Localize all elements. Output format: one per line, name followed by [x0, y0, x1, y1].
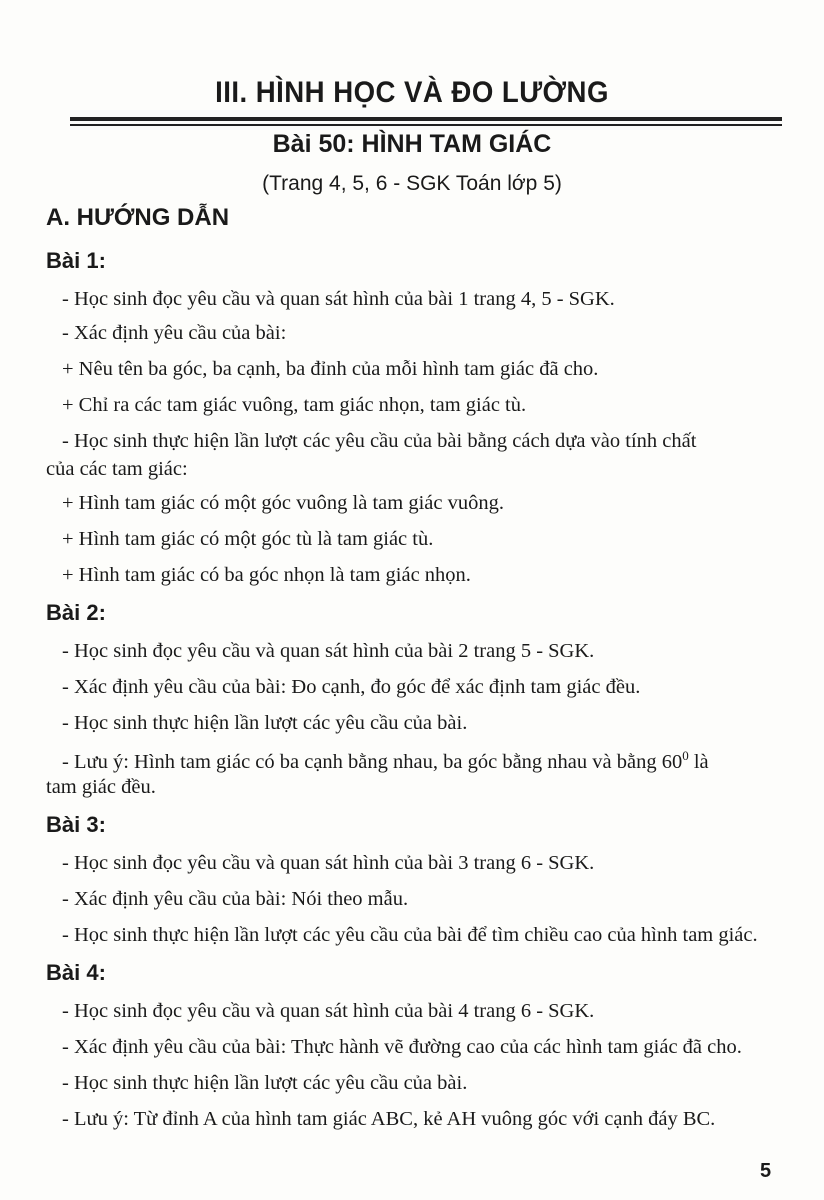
title-rule-thick — [70, 117, 782, 121]
exercise-4-line: - Học sinh đọc yêu cầu và quan sát hình của bài 4 trang 6 - SGK. — [62, 1000, 595, 1022]
degree-superscript: 0 — [682, 748, 689, 763]
exercise-2-heading: Bài 2: — [46, 600, 106, 625]
title-rule-thin — [70, 124, 782, 126]
exercise-2-line: - Học sinh đọc yêu cầu và quan sát hình của bài 2 trang 5 - SGK. — [62, 640, 595, 662]
section-title: III. HÌNH HỌC VÀ ĐO LƯỜNG — [215, 76, 609, 109]
exercise-4-line: - Học sinh thực hiện lần lượt các yêu cầu của bài. — [62, 1072, 468, 1094]
exercise-1-line: của các tam giác: — [46, 458, 188, 480]
exercise-1-line: + Nêu tên ba góc, ba cạnh, ba đỉnh của mỗi hình tam giác đã cho. — [62, 358, 599, 380]
exercise-3-line: - Xác định yêu cầu của bài: Nói theo mẫu. — [62, 888, 409, 910]
page-number: 5 — [760, 1160, 772, 1182]
lesson-subtitle: (Trang 4, 5, 6 - SGK Toán lớp 5) — [262, 172, 562, 195]
exercise-2-line — [62, 748, 709, 774]
exercise-2-line-tail: là — [693, 750, 709, 773]
exercise-1-line: + Hình tam giác có ba góc nhọn là tam giác nhọn. — [62, 564, 471, 586]
exercise-4-line: - Xác định yêu cầu của bài: Thực hành vẽ đường cao của các hình tam giác đã cho. — [62, 1036, 742, 1058]
exercise-1-line: + Chỉ ra các tam giác vuông, tam giác nhọn, tam giác tù. — [62, 394, 527, 416]
exercise-4-line: - Lưu ý: Từ đỉnh A của hình tam giác ABC, kẻ AH vuông góc với cạnh đáy BC. — [62, 1108, 716, 1130]
exercise-1-line: + Hình tam giác có một góc vuông là tam giác vuông. — [62, 492, 504, 514]
exercise-1-line: - Học sinh đọc yêu cầu và quan sát hình của bài 1 trang 4, 5 - SGK. — [62, 288, 615, 310]
exercise-2-line: - Học sinh thực hiện lần lượt các yêu cầu của bài. — [62, 712, 468, 734]
part-heading: A. HƯỚNG DẪN — [46, 204, 230, 231]
exercise-3-line: - Học sinh đọc yêu cầu và quan sát hình của bài 3 trang 6 - SGK. — [62, 852, 595, 874]
exercise-2-line: - Xác định yêu cầu của bài: Đo cạnh, đo góc để xác định tam giác đều. — [62, 676, 641, 698]
exercise-2-line-text: - Lưu ý: Hình tam giác có ba cạnh bằng nhau, ba góc bằng nhau và bằng 60 — [62, 750, 683, 773]
exercise-4-heading: Bài 4: — [46, 960, 106, 985]
exercise-2-line: tam giác đều. — [46, 776, 156, 798]
exercise-1-heading: Bài 1: — [46, 248, 106, 273]
exercise-1-line: - Học sinh thực hiện lần lượt các yêu cầu của bài bằng cách dựa vào tính chất — [62, 430, 697, 452]
exercise-3-line: - Học sinh thực hiện lần lượt các yêu cầu của bài để tìm chiều cao của hình tam giác. — [62, 924, 758, 946]
lesson-title: Bài 50: HÌNH TAM GIÁC — [272, 130, 552, 158]
exercise-1-line: + Hình tam giác có một góc tù là tam giác tù. — [62, 528, 434, 550]
exercise-1-line: - Xác định yêu cầu của bài: — [62, 322, 287, 344]
exercise-3-heading: Bài 3: — [46, 812, 106, 837]
